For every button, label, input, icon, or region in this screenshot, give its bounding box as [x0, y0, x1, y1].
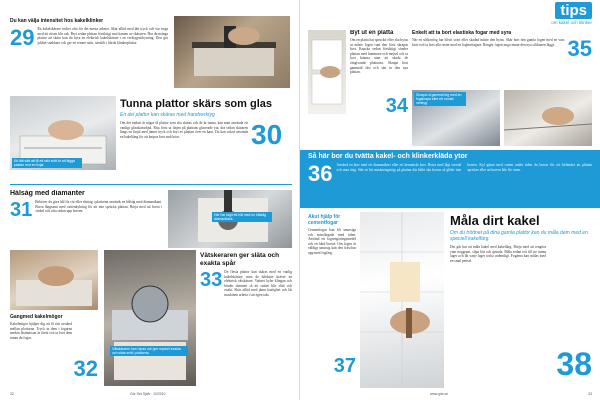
thin-tiles-number: 30 [251, 119, 283, 150]
section-divider [10, 184, 292, 185]
photo2-caption: Här har tagit ett hål med en hålsåg diamantkant. [212, 212, 272, 222]
paint-number: 38 [556, 346, 592, 382]
section-31 [10, 190, 162, 244]
right-page-number: 33 [588, 392, 592, 396]
section-33-number: 33 [200, 269, 223, 291]
photo4-caption: Skrapa ut gammal fog med en fogskrapa eller ett rundat verktyg. [414, 92, 466, 106]
tile-cutter-illustration [174, 16, 290, 88]
thin-tiles-section [120, 98, 292, 180]
tile-cutter-photo [174, 16, 290, 88]
section-37-title: Akut hjälp för cementfogar [308, 214, 341, 226]
drilling-banner [300, 150, 600, 208]
banner-title: Så här bor du tvätta kakel- och klinkerkläda ytor [308, 153, 468, 160]
section-32 [10, 314, 98, 388]
section-32-title: Gangmed kakelmögor [10, 314, 63, 320]
right-page-web: www.gds.se [430, 392, 449, 396]
photo3-caption: Våtskäraren kan hyras och ger mycket exakta och släta snitt i plattorna. [110, 346, 188, 356]
section-33-body: De flesta plattor kan skäras med en vanlig kakelskärare, men de hårdaste kräver en elektrisk våtskärare. Vattnet kyler klingan och binder dammet så att snittet blir slätt och exakt. Skär alltid med jämn hastighet och låt maskinen arbeta i sin egen takt. [224, 270, 292, 297]
replace-tile-photo [308, 30, 346, 114]
spacers-illustration [10, 250, 98, 310]
wet-saw-photo [104, 250, 196, 386]
section-37 [308, 214, 356, 386]
paint-tiles-illustration [360, 212, 444, 388]
section-31-title: Hålsåg med diamanter [10, 190, 85, 197]
hole-saw-photo [168, 190, 292, 248]
section-32-number: 32 [73, 356, 98, 381]
thin-tiles-subtitle: En del plattor kan skäras med handverktyg [120, 112, 215, 118]
section-37-body: Cementfogar kan bli smutsiga och missfärgade med tiden. Använd ett fogrengöringsmedel och en hård borste. Om fogen är väldigt smutsig kan den fräschas upp med fogfärg. [308, 228, 356, 255]
section-33-title: Vätskeraren ger släta och exakta spår [200, 252, 280, 267]
paint-title: Måla dirt kakel [450, 214, 540, 228]
thin-tiles-body: Om det endast är några få plattor som ska skäras och de är tunna, kan man använda ett vanligt glasskärarhjul. Rita först ut linjen på plattans glaserade yta, dra sedan skäraren längs en linjal med jämnt tryck och bryt av plattan över en kant. Du kan också använda en kakeltång för att knipsa bort små bitar. [120, 121, 248, 139]
section-31-number: 31 [10, 199, 33, 221]
glass-cutter-photo [10, 96, 116, 170]
wet-saw-illustration [104, 250, 196, 386]
section-32-body: Kakelmögor hjälper dig att få rätt avstånd mellan plattorna. Tryck in dem i fogarna medan fästmassan är färsk och ta bort dem innan du fogar. [10, 322, 72, 340]
replace-tile-illustration [308, 30, 346, 114]
section-34-body: Om en platta har spruckit eller ska bytas ut måste fogen runt den först skrapas bort. Knacka sedan försiktigt sönder plattan med hammare och mejsel och ta bort bitarna utan att skada de omgivande plattorna. Skrapa bort gammalt fäst och sätt in den nya plattan. [350, 38, 408, 75]
left-page-magazine: Gör Det Själv · 10/2010 [130, 392, 166, 396]
joint-scraper-photo [412, 90, 500, 146]
section-35-number: 35 [567, 36, 592, 61]
tips-header [551, 2, 592, 25]
section-35 [412, 30, 592, 88]
section-37-number: 37 [333, 355, 356, 377]
section-34 [350, 30, 408, 118]
left-page-number: 32 [10, 392, 14, 396]
section-29-number: 29 [10, 25, 35, 50]
spacers-photo [10, 250, 98, 310]
silicone-joint-photo [504, 90, 592, 146]
paint-section [450, 214, 592, 386]
thin-tiles-title: Tunna plattor skärs som glas [120, 98, 273, 110]
photo1-caption: Ett lätt sätt att få ett rakt snitt är att lägga plattan mot en linjal. [12, 158, 82, 168]
paint-tiles-photo [360, 212, 444, 388]
section-33 [200, 252, 292, 388]
section-34-title: Byt ut en platta [350, 30, 394, 36]
banner-number: 36 [308, 161, 333, 186]
silicone-joint-illustration [504, 90, 592, 146]
tips-subtitle: om kakel och klinker [551, 20, 592, 25]
section-31-body: Behöver du göra hål för rör eller eluttag i plattorna används en hålsåg med diamantkant. Borra långsamt med vattenkylning för att inte spräcka plattan. Börja med att borra i vinkel och räta sedan upp borren. [35, 200, 162, 214]
paint-subtitle: Om du tröttnat på dina gamla plattor kan du måla dem med en speciell kakelfärg. [450, 230, 588, 242]
section-35-title: Enkelt att ta bort elastiska fogar med syra [412, 30, 512, 36]
tips-logo: tips [555, 2, 592, 19]
section-35-body: När en silikonfog har blivit svart eller skadad måste den bytas. Skär bort den gamla fogen med en vass kniv och ta bort alla rester med en fogborttagare. Rengör fogen noga innan den nya silikonen läggs. [412, 38, 565, 47]
section-34-number: 34 [385, 95, 408, 117]
right-page [300, 0, 600, 400]
section-29 [10, 18, 168, 86]
banner-body: Använd en borr med ett diamantborr eller ett keramiskt borr. Borra med lågt varvtal och utan slag. Sätt en bit maskeringstejp på plattan där hålet ska borras så glider inte borren. Kyl gärna med vatten under tiden du borrar för att förhindra att plattan spricker eller att borren blir för varm. [336, 163, 592, 172]
section-29-body: En kakelskärare räcker ofta för det mesta arbetet. Skär alltid med lätt tryck och var noga med att ritsen blir rak. Bryt sedan plattan försiktigt mot kanten av skäraren. Har du många plattor att skära kan du hyra en elektrisk kakelskärare i en verktygsuthyrning. Den gör jobbet snabbare och ger ett renare snitt, särskilt i hårda klinkerplattor. [37, 27, 168, 45]
section-29-title: Du kan välja intensitet hos kakelklinker [10, 18, 104, 24]
paint-body: Det går bra att måla kakel med kakelfärg. Börja med att rengöra ytan noggrant, slipa lätt och grunda. Måla sedan två till tre tunna lager och låt varje lager torka ordentligt. Fogarna kan målas med en smal pensel. [450, 245, 546, 263]
